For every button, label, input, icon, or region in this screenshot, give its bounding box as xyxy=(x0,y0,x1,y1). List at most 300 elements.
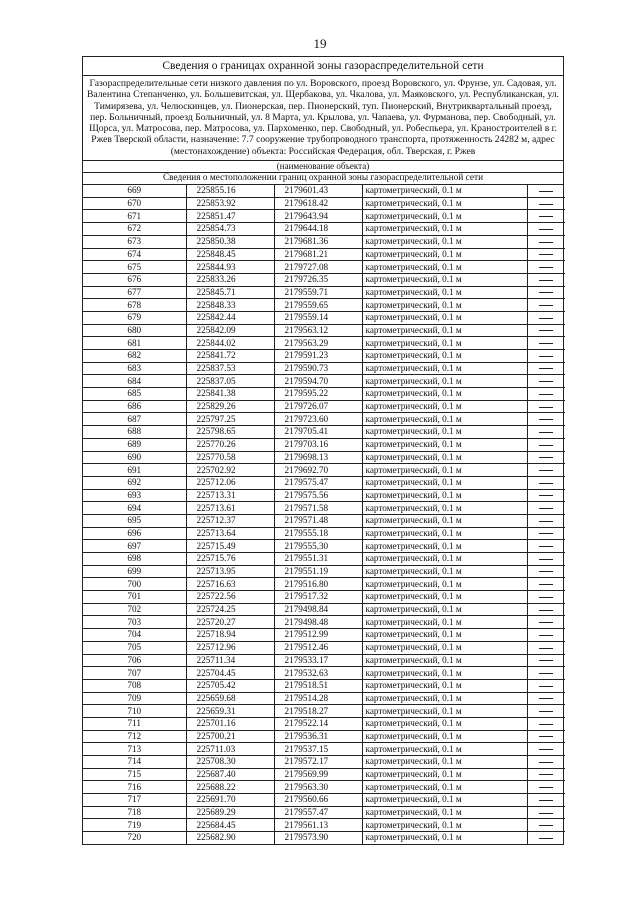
y-coordinate: 2179575.56 xyxy=(274,489,362,502)
point-number: 697 xyxy=(83,540,186,553)
point-number: 687 xyxy=(83,413,186,426)
table-row xyxy=(83,768,565,781)
y-coordinate: 2179518.51 xyxy=(274,679,362,692)
method-accuracy: картометрический, 0.1 м xyxy=(362,717,527,730)
point-number: 694 xyxy=(83,502,186,515)
x-coordinate: 225688.22 xyxy=(186,781,274,794)
method-accuracy: картометрический, 0.1 м xyxy=(362,426,527,439)
x-coordinate: 225704.45 xyxy=(186,667,274,680)
description-cell xyxy=(527,603,565,616)
y-coordinate: 2179703.16 xyxy=(274,438,362,451)
description-cell xyxy=(527,794,565,807)
method-accuracy: картометрический, 0.1 м xyxy=(362,641,527,654)
x-coordinate: 225829.26 xyxy=(186,400,274,413)
x-coordinate: 225837.53 xyxy=(186,362,274,375)
x-coordinate: 225713.64 xyxy=(186,527,274,540)
point-number: 692 xyxy=(83,476,186,489)
method-accuracy: картометрический, 0.1 м xyxy=(362,197,527,210)
method-accuracy: картометрический, 0.1 м xyxy=(362,248,527,261)
point-number: 714 xyxy=(83,756,186,769)
dash-mark xyxy=(539,280,553,281)
method-accuracy: картометрический, 0.1 м xyxy=(362,375,527,388)
table-row xyxy=(83,350,565,363)
x-coordinate: 225682.90 xyxy=(186,832,274,844)
point-number: 711 xyxy=(83,717,186,730)
x-coordinate: 225705.42 xyxy=(186,679,274,692)
dash-mark xyxy=(539,330,553,331)
dash-mark xyxy=(539,774,553,775)
description-cell xyxy=(527,273,565,286)
method-accuracy: картометрический, 0.1 м xyxy=(362,667,527,680)
point-number: 673 xyxy=(83,235,186,248)
dash-mark xyxy=(539,584,553,585)
description-cell xyxy=(527,540,565,553)
description-cell xyxy=(527,553,565,566)
x-coordinate: 225845.71 xyxy=(186,286,274,299)
dash-mark xyxy=(539,610,553,611)
description-cell xyxy=(527,616,565,629)
dash-mark xyxy=(539,254,553,255)
y-coordinate: 2179572.17 xyxy=(274,756,362,769)
table-row xyxy=(83,235,565,248)
point-number: 695 xyxy=(83,514,186,527)
table-row xyxy=(83,362,565,375)
dash-mark xyxy=(539,648,553,649)
y-coordinate: 2179517.32 xyxy=(274,591,362,604)
point-number: 683 xyxy=(83,362,186,375)
y-coordinate: 2179595.22 xyxy=(274,388,362,401)
x-coordinate: 225713.95 xyxy=(186,565,274,578)
x-coordinate: 225689.29 xyxy=(186,806,274,819)
point-number: 680 xyxy=(83,324,186,337)
point-number: 675 xyxy=(83,261,186,274)
x-coordinate: 225853.92 xyxy=(186,197,274,210)
description-cell xyxy=(527,730,565,743)
x-coordinate: 225715.49 xyxy=(186,540,274,553)
method-accuracy: картометрический, 0.1 м xyxy=(362,476,527,489)
description-cell xyxy=(527,337,565,350)
dash-mark xyxy=(539,204,553,205)
x-coordinate: 225844.02 xyxy=(186,337,274,350)
method-accuracy: картометрический, 0.1 м xyxy=(362,514,527,527)
description-cell xyxy=(527,197,565,210)
coordinates-table-body xyxy=(83,185,565,844)
y-coordinate: 2179705.41 xyxy=(274,426,362,439)
dash-mark xyxy=(539,445,553,446)
y-coordinate: 2179561.13 xyxy=(274,819,362,832)
point-number: 718 xyxy=(83,806,186,819)
dash-mark xyxy=(539,787,553,788)
method-accuracy: картометрический, 0.1 м xyxy=(362,438,527,451)
x-coordinate: 225700.21 xyxy=(186,730,274,743)
description-cell xyxy=(527,654,565,667)
point-number: 708 xyxy=(83,679,186,692)
point-number: 674 xyxy=(83,248,186,261)
x-coordinate: 225716.63 xyxy=(186,578,274,591)
y-coordinate: 2179573.90 xyxy=(274,832,362,844)
dash-mark xyxy=(539,381,553,382)
description-cell xyxy=(527,400,565,413)
table-row xyxy=(83,756,565,769)
dash-mark xyxy=(539,229,553,230)
y-coordinate: 2179555.30 xyxy=(274,540,362,553)
boundary-document xyxy=(82,56,564,845)
table-row xyxy=(83,819,565,832)
table-row xyxy=(83,578,565,591)
x-coordinate: 225712.06 xyxy=(186,476,274,489)
point-number: 713 xyxy=(83,743,186,756)
dash-mark xyxy=(539,736,553,737)
table-row xyxy=(83,185,565,197)
dash-mark xyxy=(539,419,553,420)
description-cell xyxy=(527,641,565,654)
description-cell xyxy=(527,768,565,781)
method-accuracy: картометрический, 0.1 м xyxy=(362,388,527,401)
table-row xyxy=(83,502,565,515)
x-coordinate: 225711.34 xyxy=(186,654,274,667)
y-coordinate: 2179692.70 xyxy=(274,464,362,477)
table-row xyxy=(83,223,565,236)
table-row xyxy=(83,426,565,439)
description-cell xyxy=(527,806,565,819)
table-row xyxy=(83,591,565,604)
point-number: 720 xyxy=(83,832,186,844)
dash-mark xyxy=(539,698,553,699)
table-row xyxy=(83,692,565,705)
description-cell xyxy=(527,375,565,388)
description-cell xyxy=(527,591,565,604)
description-cell xyxy=(527,667,565,680)
method-accuracy: картометрический, 0.1 м xyxy=(362,629,527,642)
dash-mark xyxy=(539,432,553,433)
dash-mark xyxy=(539,292,553,293)
dash-mark xyxy=(539,635,553,636)
table-row xyxy=(83,210,565,223)
y-coordinate: 2179591.23 xyxy=(274,350,362,363)
y-coordinate: 2179698.13 xyxy=(274,451,362,464)
point-number: 710 xyxy=(83,705,186,718)
dash-mark xyxy=(539,368,553,369)
description-cell xyxy=(527,235,565,248)
method-accuracy: картометрический, 0.1 м xyxy=(362,756,527,769)
method-accuracy: картометрический, 0.1 м xyxy=(362,210,527,223)
table-row xyxy=(83,540,565,553)
description-cell xyxy=(527,717,565,730)
method-accuracy: картометрический, 0.1 м xyxy=(362,235,527,248)
location-caption: Сведения о местоположении границ охранной зоны газораспределительной сети xyxy=(83,173,563,185)
point-number: 671 xyxy=(83,210,186,223)
table-row xyxy=(83,654,565,667)
point-number: 706 xyxy=(83,654,186,667)
method-accuracy: картометрический, 0.1 м xyxy=(362,324,527,337)
x-coordinate: 225684.45 xyxy=(186,819,274,832)
x-coordinate: 225842.44 xyxy=(186,311,274,324)
point-number: 700 xyxy=(83,578,186,591)
method-accuracy: картометрический, 0.1 м xyxy=(362,654,527,667)
method-accuracy: картометрический, 0.1 м xyxy=(362,362,527,375)
method-accuracy: картометрический, 0.1 м xyxy=(362,768,527,781)
description-cell xyxy=(527,679,565,692)
description-cell xyxy=(527,819,565,832)
point-number: 686 xyxy=(83,400,186,413)
point-number: 682 xyxy=(83,350,186,363)
description-cell xyxy=(527,413,565,426)
y-coordinate: 2179601.43 xyxy=(274,185,362,197)
y-coordinate: 2179563.29 xyxy=(274,337,362,350)
point-number: 677 xyxy=(83,286,186,299)
dash-mark xyxy=(539,508,553,509)
point-number: 690 xyxy=(83,451,186,464)
dash-mark xyxy=(539,686,553,687)
y-coordinate: 2179536.31 xyxy=(274,730,362,743)
dash-mark xyxy=(539,242,553,243)
point-number: 678 xyxy=(83,299,186,312)
x-coordinate: 225837.05 xyxy=(186,375,274,388)
x-coordinate: 225770.58 xyxy=(186,451,274,464)
method-accuracy: картометрический, 0.1 м xyxy=(362,679,527,692)
description-cell xyxy=(527,299,565,312)
y-coordinate: 2179518.27 xyxy=(274,705,362,718)
table-row xyxy=(83,337,565,350)
x-coordinate: 225855.16 xyxy=(186,185,274,197)
y-coordinate: 2179563.12 xyxy=(274,324,362,337)
x-coordinate: 225850.38 xyxy=(186,235,274,248)
y-coordinate: 2179681.21 xyxy=(274,248,362,261)
point-number: 688 xyxy=(83,426,186,439)
x-coordinate: 225713.31 xyxy=(186,489,274,502)
x-coordinate: 225844.93 xyxy=(186,261,274,274)
y-coordinate: 2179557.47 xyxy=(274,806,362,819)
table-row xyxy=(83,311,565,324)
table-row xyxy=(83,438,565,451)
method-accuracy: картометрический, 0.1 м xyxy=(362,337,527,350)
y-coordinate: 2179559.65 xyxy=(274,299,362,312)
x-coordinate: 225833.26 xyxy=(186,273,274,286)
dash-mark xyxy=(539,838,553,839)
point-number: 684 xyxy=(83,375,186,388)
description-cell xyxy=(527,248,565,261)
description-cell xyxy=(527,451,565,464)
x-coordinate: 225715.76 xyxy=(186,553,274,566)
x-coordinate: 225841.38 xyxy=(186,388,274,401)
method-accuracy: картометрический, 0.1 м xyxy=(362,451,527,464)
method-accuracy: картометрический, 0.1 м xyxy=(362,806,527,819)
point-number: 676 xyxy=(83,273,186,286)
description-cell xyxy=(527,502,565,515)
method-accuracy: картометрический, 0.1 м xyxy=(362,540,527,553)
x-coordinate: 225687.40 xyxy=(186,768,274,781)
description-cell xyxy=(527,832,565,844)
dash-mark xyxy=(539,483,553,484)
y-coordinate: 2179498.84 xyxy=(274,603,362,616)
method-accuracy: картометрический, 0.1 м xyxy=(362,261,527,274)
description-cell xyxy=(527,223,565,236)
table-row xyxy=(83,730,565,743)
method-accuracy: картометрический, 0.1 м xyxy=(362,185,527,197)
y-coordinate: 2179514.28 xyxy=(274,692,362,705)
point-number: 691 xyxy=(83,464,186,477)
point-number: 715 xyxy=(83,768,186,781)
page-number: 19 xyxy=(313,36,327,51)
x-coordinate: 225708.30 xyxy=(186,756,274,769)
description-cell xyxy=(527,514,565,527)
description-cell xyxy=(527,464,565,477)
y-coordinate: 2179563.30 xyxy=(274,781,362,794)
y-coordinate: 2179533.17 xyxy=(274,654,362,667)
dash-mark xyxy=(539,457,553,458)
y-coordinate: 2179522.14 xyxy=(274,717,362,730)
point-number: 717 xyxy=(83,794,186,807)
table-row xyxy=(83,413,565,426)
description-cell xyxy=(527,578,565,591)
description-cell xyxy=(527,388,565,401)
method-accuracy: картометрический, 0.1 м xyxy=(362,553,527,566)
dash-mark xyxy=(539,191,553,192)
method-accuracy: картометрический, 0.1 м xyxy=(362,286,527,299)
method-accuracy: картометрический, 0.1 м xyxy=(362,489,527,502)
y-coordinate: 2179575.47 xyxy=(274,476,362,489)
dash-mark xyxy=(539,356,553,357)
method-accuracy: картометрический, 0.1 м xyxy=(362,273,527,286)
point-number: 701 xyxy=(83,591,186,604)
point-number: 709 xyxy=(83,692,186,705)
description-cell xyxy=(527,756,565,769)
method-accuracy: картометрический, 0.1 м xyxy=(362,223,527,236)
table-row xyxy=(83,667,565,680)
method-accuracy: картометрический, 0.1 м xyxy=(362,819,527,832)
x-coordinate: 225724.25 xyxy=(186,603,274,616)
y-coordinate: 2179727.08 xyxy=(274,261,362,274)
method-accuracy: картометрический, 0.1 м xyxy=(362,591,527,604)
method-accuracy: картометрический, 0.1 м xyxy=(362,616,527,629)
x-coordinate: 225848.33 xyxy=(186,299,274,312)
y-coordinate: 2179498.48 xyxy=(274,616,362,629)
table-row xyxy=(83,324,565,337)
dash-mark xyxy=(539,216,553,217)
description-cell xyxy=(527,527,565,540)
dash-mark xyxy=(539,571,553,572)
table-row xyxy=(83,400,565,413)
y-coordinate: 2179512.99 xyxy=(274,629,362,642)
dash-mark xyxy=(539,711,553,712)
dash-mark xyxy=(539,394,553,395)
x-coordinate: 225842.09 xyxy=(186,324,274,337)
description-cell xyxy=(527,210,565,223)
table-row xyxy=(83,832,565,844)
table-row xyxy=(83,375,565,388)
dash-mark xyxy=(539,749,553,750)
dash-mark xyxy=(539,660,553,661)
point-number: 685 xyxy=(83,388,186,401)
description-cell xyxy=(527,185,565,197)
point-number: 716 xyxy=(83,781,186,794)
method-accuracy: картометрический, 0.1 м xyxy=(362,350,527,363)
y-coordinate: 2179723.60 xyxy=(274,413,362,426)
table-row xyxy=(83,743,565,756)
method-accuracy: картометрический, 0.1 м xyxy=(362,705,527,718)
point-number: 702 xyxy=(83,603,186,616)
dash-mark xyxy=(539,800,553,801)
method-accuracy: картометрический, 0.1 м xyxy=(362,781,527,794)
description-cell xyxy=(527,324,565,337)
x-coordinate: 225718.94 xyxy=(186,629,274,642)
dash-mark xyxy=(539,495,553,496)
method-accuracy: картометрический, 0.1 м xyxy=(362,464,527,477)
table-row xyxy=(83,286,565,299)
dash-mark xyxy=(539,318,553,319)
description-cell xyxy=(527,489,565,502)
x-coordinate: 225722.56 xyxy=(186,591,274,604)
table-row xyxy=(83,603,565,616)
method-accuracy: картометрический, 0.1 м xyxy=(362,311,527,324)
coordinates-table xyxy=(83,185,565,844)
dash-mark xyxy=(539,673,553,674)
dash-mark xyxy=(539,521,553,522)
y-coordinate: 2179571.48 xyxy=(274,514,362,527)
method-accuracy: картометрический, 0.1 м xyxy=(362,565,527,578)
document-title: Сведения о границах охранной зоны газораспределительной сети xyxy=(83,57,563,76)
table-row xyxy=(83,781,565,794)
point-number: 670 xyxy=(83,197,186,210)
table-row xyxy=(83,616,565,629)
method-accuracy: картометрический, 0.1 м xyxy=(362,413,527,426)
y-coordinate: 2179594.70 xyxy=(274,375,362,388)
dash-mark xyxy=(539,305,553,306)
y-coordinate: 2179726.35 xyxy=(274,273,362,286)
description-cell xyxy=(527,362,565,375)
dash-mark xyxy=(539,407,553,408)
x-coordinate: 225770.26 xyxy=(186,438,274,451)
table-row xyxy=(83,388,565,401)
y-coordinate: 2179571.58 xyxy=(274,502,362,515)
y-coordinate: 2179618.42 xyxy=(274,197,362,210)
table-row xyxy=(83,794,565,807)
dash-mark xyxy=(539,813,553,814)
description-cell xyxy=(527,311,565,324)
method-accuracy: картометрический, 0.1 м xyxy=(362,502,527,515)
y-coordinate: 2179590.73 xyxy=(274,362,362,375)
description-cell xyxy=(527,476,565,489)
table-row xyxy=(83,261,565,274)
point-number: 719 xyxy=(83,819,186,832)
dash-mark xyxy=(539,825,553,826)
table-row xyxy=(83,451,565,464)
description-cell xyxy=(527,426,565,439)
y-coordinate: 2179560.66 xyxy=(274,794,362,807)
x-coordinate: 225841.72 xyxy=(186,350,274,363)
table-row xyxy=(83,527,565,540)
point-number: 672 xyxy=(83,223,186,236)
table-row xyxy=(83,514,565,527)
y-coordinate: 2179569.99 xyxy=(274,768,362,781)
y-coordinate: 2179681.36 xyxy=(274,235,362,248)
description-cell xyxy=(527,261,565,274)
method-accuracy: картометрический, 0.1 м xyxy=(362,400,527,413)
point-number: 681 xyxy=(83,337,186,350)
point-number: 693 xyxy=(83,489,186,502)
method-accuracy: картометрический, 0.1 м xyxy=(362,730,527,743)
table-row xyxy=(83,629,565,642)
x-coordinate: 225848.45 xyxy=(186,248,274,261)
x-coordinate: 225720.27 xyxy=(186,616,274,629)
point-number: 669 xyxy=(83,185,186,197)
table-row xyxy=(83,717,565,730)
description-cell xyxy=(527,692,565,705)
point-number: 699 xyxy=(83,565,186,578)
dash-mark xyxy=(539,533,553,534)
point-number: 705 xyxy=(83,641,186,654)
table-row xyxy=(83,464,565,477)
